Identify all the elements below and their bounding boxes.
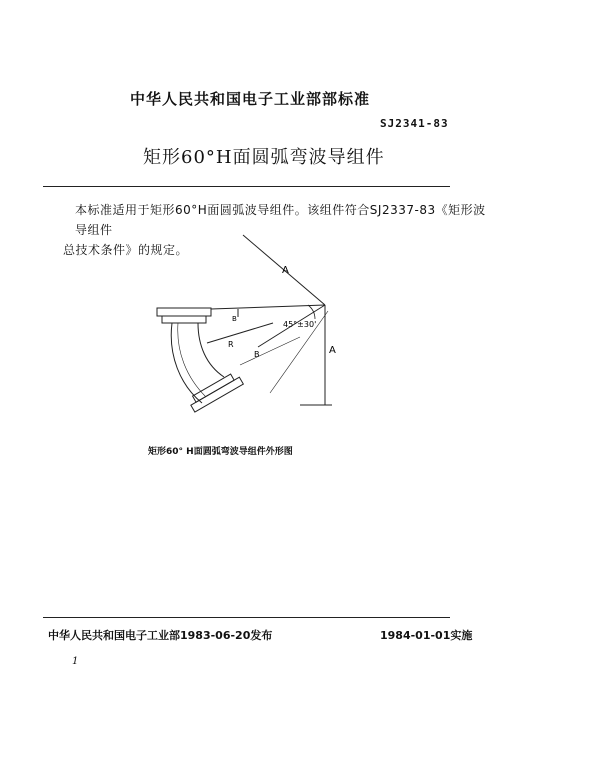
dim-line-B-ext bbox=[240, 337, 300, 365]
top-flange-lip bbox=[162, 316, 206, 323]
waveguide-inner-wall bbox=[198, 323, 224, 377]
figure-caption: 矩形60° H面圆弧弯波导组件外形图 bbox=[148, 447, 293, 457]
waveguide-outer-wall bbox=[171, 323, 202, 403]
bottom-rule bbox=[43, 617, 450, 618]
label-A-top: A bbox=[282, 265, 289, 276]
horizontal-ref-line bbox=[211, 305, 325, 309]
page-number: 1 bbox=[72, 656, 79, 667]
label-angle: 45°±30' bbox=[283, 320, 317, 329]
label-A-right: A bbox=[329, 345, 336, 356]
standard-heading: 中华人民共和国电子工业部部标准 bbox=[130, 90, 371, 108]
top-flange bbox=[157, 308, 211, 316]
issuer-line: 中华人民共和国电子工业部1983-06-20发布 bbox=[48, 629, 273, 642]
intro-line-1: 本标准适用于矩形60°H面圆弧波导组件。该组件符合SJ2337-83《矩形波导组件 bbox=[75, 203, 486, 237]
standard-code: SJ2341-83 bbox=[380, 117, 449, 130]
angle-arc bbox=[308, 305, 315, 319]
radius-line bbox=[207, 323, 273, 343]
effective-date: 1984-01-01实施 bbox=[380, 629, 473, 642]
label-R: R bbox=[228, 340, 234, 349]
top-rule bbox=[43, 186, 450, 187]
label-B-diag: B bbox=[254, 350, 260, 359]
bottom-flange-lip bbox=[193, 374, 235, 402]
document-title: 矩形60°H面圆弧弯波导组件 bbox=[143, 147, 385, 168]
intro-line-2: 总技术条件》的规定。 bbox=[63, 243, 189, 257]
label-B-top: B bbox=[232, 315, 237, 323]
waveguide-wall-line bbox=[178, 323, 206, 397]
waveguide-drawing bbox=[140, 225, 350, 435]
